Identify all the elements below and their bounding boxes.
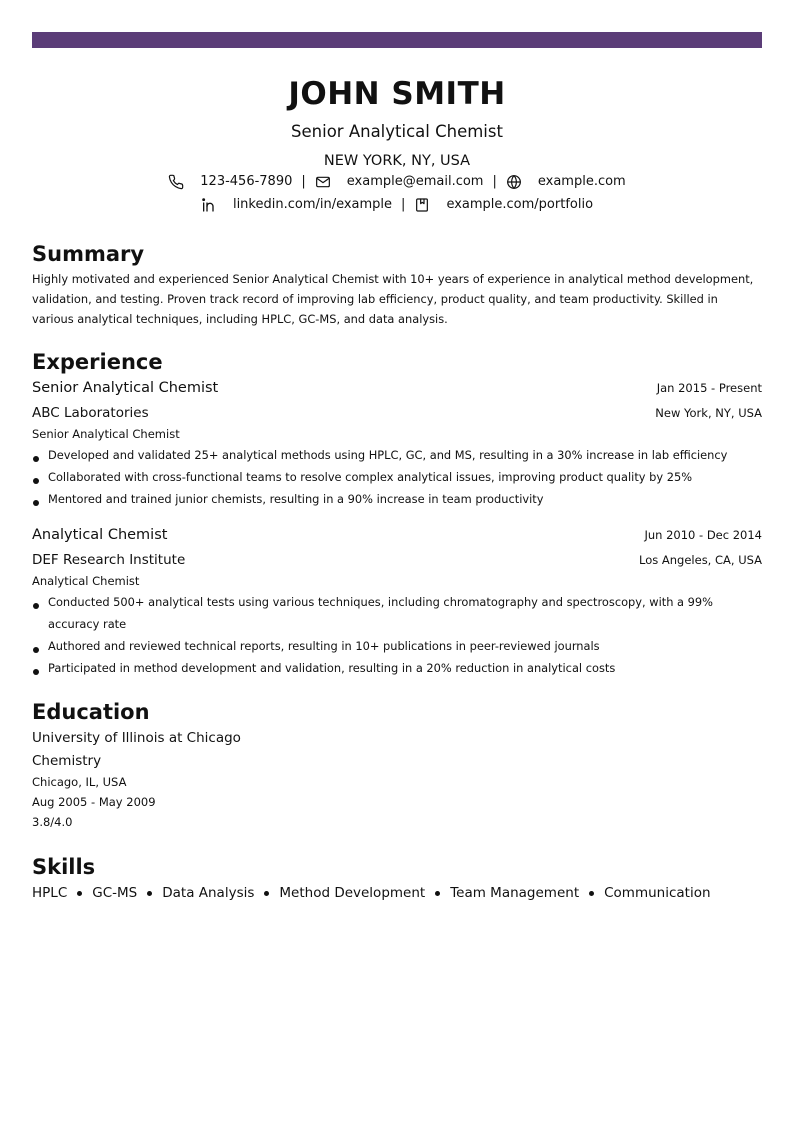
website-link[interactable]: example.com (537, 174, 626, 189)
job-bullets (32, 591, 762, 679)
job-location: New York, NY, USA (655, 406, 762, 420)
education-field: Chemistry (32, 753, 102, 769)
job-location: Los Angeles, CA, USA (639, 553, 762, 567)
skill-item: HPLC (32, 885, 68, 901)
summary-heading: Summary (32, 242, 145, 266)
summary-section (32, 241, 762, 329)
resume-page (32, 32, 762, 904)
skills-list (32, 882, 762, 904)
education-gpa: 3.8/4.0 (32, 815, 73, 829)
skill-item: Data Analysis (162, 885, 255, 901)
job-bullets (32, 444, 762, 510)
job-dates: Jan 2015 - Present (656, 381, 762, 395)
separator: | (301, 174, 306, 189)
job-role: Senior Analytical Chemist (32, 380, 219, 396)
linkedin-link[interactable]: linkedin.com/in/example (232, 197, 393, 212)
skill-separator-dot (589, 891, 594, 896)
education-school: University of Illinois at Chicago (32, 730, 241, 746)
candidate-name: JOHN SMITH (288, 76, 506, 112)
candidate-title: Senior Analytical Chemist (291, 122, 503, 141)
skill-item: Team Management (450, 885, 580, 901)
job-entry (32, 524, 762, 679)
education-dates: Aug 2005 - May 2009 (32, 795, 156, 809)
bullet-item: Developed and validated 25+ analytical methods using HPLC, GC, and MS, resulting in a 30% increase in lab efficiency (32, 444, 762, 466)
skill-separator-dot (264, 891, 269, 896)
skills-heading: Skills (32, 855, 96, 879)
skill-separator-dot (435, 891, 440, 896)
education-section (32, 699, 762, 832)
job-company: DEF Research Institute (32, 552, 186, 568)
portfolio-link[interactable]: example.com/portfolio (446, 197, 594, 212)
skill-separator-dot (77, 891, 82, 896)
job-entry (32, 377, 762, 510)
mail-icon (315, 174, 331, 190)
phone-icon (168, 174, 184, 190)
linkedin-icon (201, 197, 217, 213)
skill-separator-dot (147, 891, 152, 896)
bullet-item: Mentored and trained junior chemists, resulting in a 90% increase in team productivity (32, 488, 762, 510)
education-location: Chicago, IL, USA (32, 775, 127, 789)
bullet-item: Collaborated with cross-functional teams to resolve complex analytical issues, improving product quality by 25% (32, 466, 762, 488)
job-subtitle: Analytical Chemist (32, 574, 140, 588)
bullet-item: Participated in method development and validation, resulting in a 20% reduction in analytical costs (32, 657, 762, 679)
job-subtitle: Senior Analytical Chemist (32, 427, 180, 441)
education-heading: Education (32, 700, 150, 724)
contact-row-secondary (32, 195, 762, 215)
separator: | (492, 174, 497, 189)
skill-item: Method Development (279, 885, 426, 901)
globe-icon (506, 174, 522, 190)
job-role: Analytical Chemist (32, 527, 168, 543)
bullet-item: Authored and reviewed technical reports, resulting in 10+ publications in peer-reviewed journals (32, 635, 762, 657)
bullet-item: Conducted 500+ analytical tests using various techniques, including chromatography and spectroscopy, with a 99% accuracy rate (32, 591, 762, 635)
candidate-location: NEW YORK, NY, USA (323, 153, 471, 169)
accent-bar (32, 32, 762, 48)
job-dates: Jun 2010 - Dec 2014 (644, 528, 762, 542)
experience-section (32, 349, 762, 679)
summary-text: Highly motivated and experienced Senior Analytical Chemist with 10+ years of experience in analytical method development, validation, and testing. Proven track record of improving lab efficiency, product quality, and team productivity. Skilled in various analytical techniques, including HPLC, GC-MS, and data analysis. (32, 272, 754, 326)
separator: | (401, 197, 406, 212)
bookmark-icon (414, 197, 430, 213)
resume-header (32, 76, 762, 215)
contact-row-primary (32, 172, 762, 192)
skill-item: GC-MS (92, 885, 138, 901)
phone-text[interactable]: 123-456-7890 (200, 174, 293, 189)
skills-section (32, 854, 762, 904)
skill-item: Communication (604, 885, 711, 901)
job-company: ABC Laboratories (32, 405, 149, 421)
email-link[interactable]: example@email.com (346, 174, 484, 189)
experience-heading: Experience (32, 350, 163, 374)
